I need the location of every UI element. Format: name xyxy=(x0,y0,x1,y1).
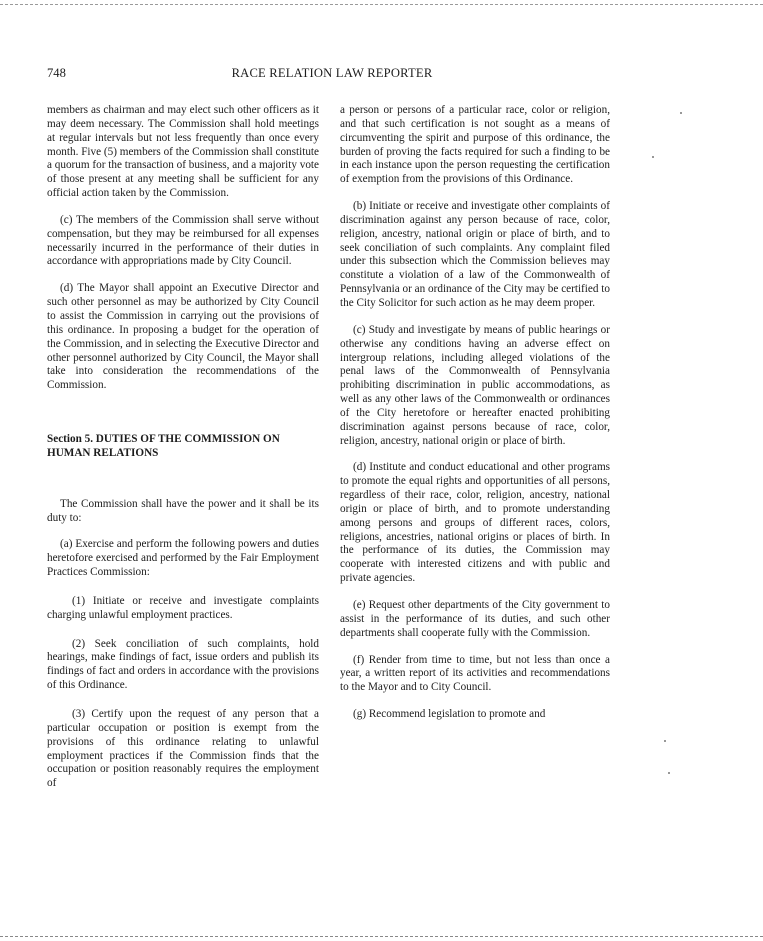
paragraph: a person or persons of a particular race, color or religion, and that such certification is not sought as a means of circumventing the spirit and purpose of this ordinance, the burden of proving the facts required for such a finding to be in each instance upon the person requesting the certification of exemption from the provisions of this Ordinance. xyxy=(340,104,610,186)
scan-speck xyxy=(664,740,666,742)
paragraph-a3: (3) Certify upon the request of any person that a particular occupation or position is exempt from the provisions of this ordinance relating to unlawful employment practices if the Commission finds that the occupation or position reasonably requires the employment of xyxy=(47,708,319,790)
paragraph-f: (f) Render from time to time, but not less than once a year, a written report of its activities and recommendations to the Mayor and to City Council. xyxy=(340,653,610,694)
scan-speck xyxy=(652,156,654,158)
paragraph: members as chairman and may elect such other officers as it may deem necessary. The Commission shall hold meetings at regular intervals but not less frequently than once every month. Five (5) members of the Commission shall constitute a quorum for the transaction of business, and a majority vote of those present at any meeting shall be sufficient for any official action taken by the Commission. xyxy=(47,104,319,200)
right-column xyxy=(340,104,610,722)
paragraph-a: (a) Exercise and perform the following powers and duties heretofore exercised and performed by the Fair Employment Practices Commission: xyxy=(47,538,319,579)
paragraph-d: (d) Institute and conduct educational and other programs to promote the equal rights and opportunities of all persons, regardless of their race, color, religion, ancestry, national origin or place of birth, and to promote understanding among persons and groups of different races, colors, religions, ancestries, national origins or places of birth. In the performance of its duties, the Commission may cooperate with interested citizens and with public and private agencies. xyxy=(340,461,610,585)
page-number: 748 xyxy=(47,66,66,80)
paragraph-c: (c) The members of the Commission shall serve without compensation, but they may be reimbursed for all expenses necessarily incurred in the performance of their duties in accordance with appropriations made by City Council. xyxy=(47,213,319,268)
running-title: RACE RELATION LAW REPORTER xyxy=(231,66,433,80)
paragraph-a1: (1) Initiate or receive and investigate complaints charging unlawful employment practices. xyxy=(47,594,319,621)
paragraph-b: (b) Initiate or receive and investigate other complaints of discrimination against any person because of race, color, religion, ancestry, national origin or place of birth, and to seek conciliation of such complaints. Any complaint filed under this subsection which the Commission believes may constitute a violation of a law of the Commonwealth of Pennsylvania or an ordinance of the City may be certified to the City Solicitor for such action as he may deem proper. xyxy=(340,200,610,309)
paragraph-d: (d) The Mayor shall appoint an Executive Director and such other personnel as may be authorized by City Council to assist the Commission in carrying out the provisions of this ordinance. In proposing a budget for the operation of the Commission, and in selecting the Executive Director and other personnel authorized by City Council, the Mayor shall take into consideration the recommendations of the Commission. xyxy=(47,282,319,392)
section-heading: Section 5. DUTIES OF THE COMMISSION ON HUMAN RELATIONS xyxy=(47,433,280,459)
paragraph-a2: (2) Seek conciliation of such complaints, hold hearings, make findings of fact, issue orders and publish its findings of fact and orders in accordance with the provisions of this Ordinance. xyxy=(47,637,319,692)
page-header xyxy=(47,66,617,84)
scan-speck xyxy=(680,112,682,114)
left-column xyxy=(47,104,319,791)
bottom-scan-edge xyxy=(0,936,763,937)
paragraph-c: (c) Study and investigate by means of public hearings or otherwise any conditions having an adverse effect on intergroup relations, including alleged violations of the penal laws of the Commonwealth of Pennsylvania prohibiting discrimination in public accommodations, as well as any other laws of the Commonwealth or ordinances of the City heretofore or hereafter enacted prohibiting discrimination against persons because of race, color, religion, ancestry, national origin or place of birth. xyxy=(340,323,610,447)
paragraph-g: (g) Recommend legislation to promote and xyxy=(353,708,546,721)
scan-speck xyxy=(668,772,670,774)
top-scan-edge xyxy=(0,4,763,5)
paragraph-e: (e) Request other departments of the City government to assist in the performance of its duties, and such other departments shall cooperate fully with the Commission. xyxy=(340,599,610,639)
paragraph-intro: The Commission shall have the power and it shall be its duty to: xyxy=(47,497,319,524)
